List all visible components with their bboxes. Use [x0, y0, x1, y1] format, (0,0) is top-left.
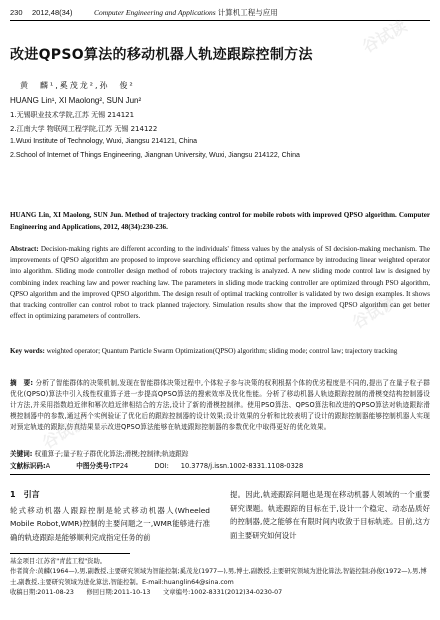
abstract-en-label: Abstract:: [10, 245, 39, 253]
keywords-zh-label: 关键词:: [10, 450, 33, 458]
body-column-right: [230, 488, 430, 542]
body-text-left: 轮式移动机器人跟踪控制是轮式移动机器人(Wheeled Mobile Robot,WMR)控制的主要问题之一,WMR能够进行准确的轨迹跟踪是能够顺利完成指定任务的前: [10, 505, 210, 542]
citation: HUANG Lin, XI Maolong, SUN Jun. Method of trajectory tracking control for mobile robots with improved QPSO algorithm. Computer Engineering and Applications, 2012, 48(34):230-236.: [10, 211, 430, 231]
section-heading: 1 引言: [10, 490, 40, 499]
footnote-divider: [10, 553, 130, 554]
watermark: 谷试读: [38, 412, 91, 453]
footnote-funding: 基金项目:江苏省"青蓝工程"资助。: [10, 558, 107, 565]
footnotes: [10, 557, 430, 599]
volume-info: 2012,48(34): [32, 7, 73, 17]
footnote-authors: 作者简介:黄麟(1964—),男,副教授,主要研究领域为智能控制;奚茂龙(1977—),男,博士,副教授,主要研究领域为进化算法,智能控制;孙俊(1972—),男,博士,副教授,主要研究领域为进化算法,智能控制。E-mail:huanglin64@sina.com: [10, 568, 427, 586]
doi-value: 10.3778/j.issn.1002-8331.1108-0328: [180, 462, 304, 470]
keywords-en-text: weighted operator; Quantum Particle Swarm Optimization(QPSO) algorithm; sliding mode; control law; trajectory tracking: [46, 347, 398, 355]
authors-en: HUANG Lin¹, XI Maolong², SUN Jun²: [10, 96, 142, 105]
doc-code: [10, 462, 62, 470]
paper-title: 改进QPSO算法的移动机器人轨迹跟踪控制方法: [10, 47, 313, 63]
keywords-en: [10, 346, 430, 357]
keywords-zh-text: 权重算子;量子粒子群优化算法;滑模;控制律;轨迹跟踪: [34, 450, 189, 458]
journal-name-zh: 计算机工程与应用: [217, 7, 278, 17]
doc-code-label: 文献标识码:: [10, 462, 46, 470]
clc-value: TP24: [111, 462, 129, 470]
running-header: [10, 4, 430, 21]
journal-name-en: Computer Engineering and Applications: [94, 7, 216, 17]
doi: [154, 462, 315, 470]
keywords-zh: [10, 448, 188, 458]
watermark: 谷试读: [348, 292, 401, 333]
clc-label: 中图分类号:: [76, 462, 112, 470]
doc-code-value: A: [45, 462, 51, 470]
section-divider: [10, 474, 430, 475]
page-number: 230: [10, 7, 23, 17]
clc-code: [76, 462, 140, 470]
classification-line: [10, 460, 327, 470]
body-text-right: 提。因此,轨迹跟踪问题也是现在移动机器人领域的一个重要研究课题。轨迹跟踪的目标在于,设计一个稳定、动态品质好的控制器,使之能够在有限时间内收敛于目标轨迹。目前,这方面主要研究如何设计: [230, 490, 430, 540]
abstract-zh-label: 摘 要:: [10, 379, 34, 387]
affiliation-zh-1: 1.无锡职业技术学院,江苏 无锡 214121: [10, 111, 135, 119]
abstract-zh-text: 分析了智能群体的决策机制,发现在智能群体决策过程中,个体粒子参与决策的权利根据个体的优劣程度是不同的,提出了在量子粒子群优化(QPSO)算法中引入线性权重算子进一步提高QPSO算法的搜索效率及优化性能。分析了移动机器人轨迹跟踪控制的滑模变结构控制器设计方法,并采用指数趋近律和幂次趋近律相结合的方法,设计了新的滑模控制律。使用PSO算法、QPSO算法和改进的QPSO算法对轨迹跟踪滑模控制器中的参数,通过两个实例验证了优化后的跟踪控制器的设计效果;设计效果的分析和比较表明了设计的跟踪控制器能够控制机器人实现对预定轨迹的跟踪,仿真结果显示改进QPSO算法能够在轨迹跟踪控制器的参数优化中取得更好的优化效果。: [10, 379, 430, 431]
body-column-left: [10, 488, 210, 544]
authors-zh: 黄 麟¹,奚茂龙²,孙 俊²: [20, 81, 135, 90]
abstract-en-text: Decision-making rights are different according to the individuals' fitness values by the analysis of SI decision-making mechanism. The improvements of QPSO algorithm are proposed to improve searching efficiency and optimal performance by introducing linear weighted operator into algorithm. Sliding mode controller design method of robots trajectory tracking is analyzed. A new sliding mode control law is designed by combining index reaching law and power reaching law. The parameters in sliding mode tracking controller are optimized through PSO algorithm, QPSO algorithm and the improved QPSO algorithm. The design result of optimal tracking controller is validated by two design examples. It shows that tracking controller can control robot to track planned trajectory. Simulation results show that the improved QPSO algorithm can get better effect in optimizing parameters of controllers.: [10, 245, 430, 321]
doi-label: DOI:: [154, 462, 169, 470]
footnote-dates: 收稿日期:2011-08-23 修回日期:2011-10-13 文章编号:1002-8331(2012)34-0230-07: [10, 589, 283, 597]
affiliation-en-2: 2.School of Internet of Things Engineering, Jiangnan University, Wuxi, Jiangsu 214122, China: [10, 152, 300, 159]
watermark: 谷试读: [358, 16, 411, 57]
keywords-en-label: Key words:: [10, 347, 45, 355]
affiliation-en-1: 1.Wuxi Institute of Technology, Wuxi, Jiangsu 214121, China: [10, 138, 198, 145]
affiliation-zh-2: 2.江南大学 物联网工程学院,江苏 无锡 214122: [10, 125, 158, 133]
